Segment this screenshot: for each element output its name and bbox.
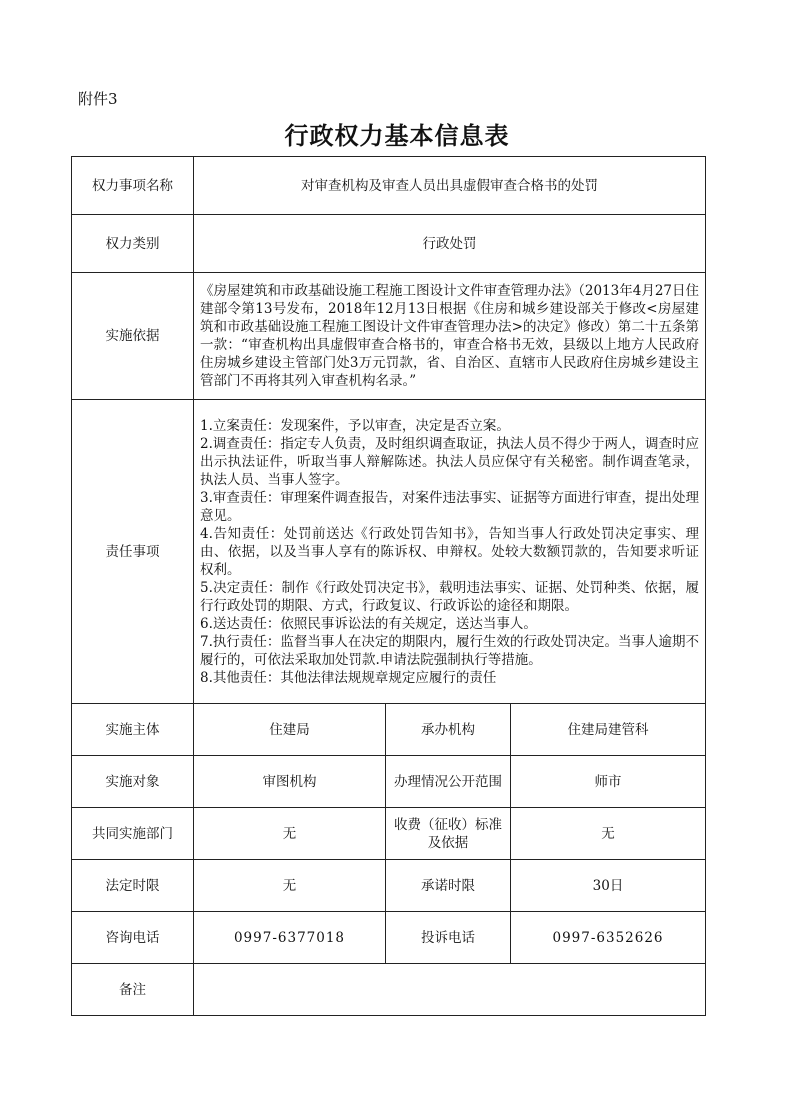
value-consult-phone: 0997-6377018 bbox=[194, 912, 386, 964]
row-subject bbox=[72, 704, 706, 756]
responsibility-item: 4.告知责任：处罚前送达《行政处罚告知书》，告知当事人行政处罚决定事实、理由、依据，以及当事人享有的陈诉权、申辩权。处较大数额罚款的，告知要求听证权利。 bbox=[200, 525, 700, 578]
label-item-name: 权力事项名称 bbox=[72, 157, 194, 215]
label-disclosure-scope: 办理情况公开范围 bbox=[386, 756, 511, 808]
row-remark bbox=[72, 964, 706, 1016]
label-promised-limit: 承诺时限 bbox=[386, 860, 511, 912]
value-disclosure-scope: 师市 bbox=[511, 756, 706, 808]
row-time-limit bbox=[72, 860, 706, 912]
label-target: 实施对象 bbox=[72, 756, 194, 808]
value-category: 行政处罚 bbox=[194, 215, 706, 273]
label-responsibility: 责任事项 bbox=[72, 400, 194, 704]
responsibility-item: 1.立案责任：发现案件，予以审查，决定是否立案。 bbox=[200, 417, 510, 434]
value-handling-org: 住建局建管科 bbox=[511, 704, 706, 756]
value-item-name: 对审查机构及审查人员出具虚假审查合格书的处罚 bbox=[194, 157, 706, 215]
label-handling-org: 承办机构 bbox=[386, 704, 511, 756]
label-basis: 实施依据 bbox=[72, 273, 194, 400]
value-basis: 《房屋建筑和市政基础设施工程施工图设计文件审查管理办法》（2013年4月27日住建部令第13号发布，2018年12月13日根据《住房和城乡建设部关于修改<房屋建筑和市政基础设施工程施工图设计文件审查管理办法>的决定》修改）第二十五条第一款：“审查机构出具虚假审查合格书的，审查合格书无效，县级以上地方人民政府住房城乡建设主管部门处3万元罚款，省、自治区、直辖市人民政府住房城乡建设主管部门不再将其列入审查机构名录。” bbox=[194, 273, 706, 400]
value-joint-dept: 无 bbox=[194, 808, 386, 860]
row-target bbox=[72, 756, 706, 808]
row-joint bbox=[72, 808, 706, 860]
label-subject: 实施主体 bbox=[72, 704, 194, 756]
label-complaint-phone: 投诉电话 bbox=[386, 912, 511, 964]
label-legal-limit: 法定时限 bbox=[72, 860, 194, 912]
value-remark bbox=[194, 964, 706, 1016]
value-subject: 住建局 bbox=[194, 704, 386, 756]
row-responsibility bbox=[72, 400, 706, 704]
row-basis bbox=[72, 273, 706, 400]
row-phone bbox=[72, 912, 706, 964]
value-promised-limit: 30日 bbox=[511, 860, 706, 912]
responsibility-item: 6.送达责任：依照民事诉讼法的有关规定，送达当事人。 bbox=[200, 615, 537, 632]
row-item-name bbox=[72, 157, 706, 215]
value-complaint-phone: 0997-6352626 bbox=[511, 912, 706, 964]
responsibility-item: 2.调查责任：指定专人负责，及时组织调查取证，执法人员不得少于两人，调查时应出示执法证件，听取当事人辩解陈述。执法人员应保守有关秘密。制作调查笔录，执法人员、当事人签字。 bbox=[200, 435, 700, 488]
responsibility-item: 3.审查责任：审理案件调查报告，对案件违法事实、证据等方面进行审查，提出处理意见。 bbox=[200, 489, 700, 524]
label-joint-dept: 共同实施部门 bbox=[72, 808, 194, 860]
responsibility-item: 7.执行责任：监督当事人在决定的期限内，履行生效的行政处罚决定。当事人逾期不履行的，可依法采取加处罚款.申请法院强制执行等措施。 bbox=[200, 633, 700, 668]
label-fee-standard: 收费（征收）标准及依据 bbox=[386, 808, 511, 860]
value-responsibility bbox=[194, 400, 706, 704]
attachment-label: 附件3 bbox=[78, 90, 118, 108]
document-title: 行政权力基本信息表 bbox=[284, 121, 510, 150]
label-consult-phone: 咨询电话 bbox=[72, 912, 194, 964]
responsibility-item: 8.其他责任：其他法律法规规章规定应履行的责任 bbox=[200, 669, 497, 686]
value-fee-standard: 无 bbox=[511, 808, 706, 860]
value-target: 审图机构 bbox=[194, 756, 386, 808]
label-category: 权力类别 bbox=[72, 215, 194, 273]
label-remark: 备注 bbox=[72, 964, 194, 1016]
value-legal-limit: 无 bbox=[194, 860, 386, 912]
info-table bbox=[71, 156, 706, 1016]
responsibility-item: 5.决定责任：制作《行政处罚决定书》，载明违法事实、证据、处罚种类、依据，履行行政处罚的期限、方式，行政复议、行政诉讼的途径和期限。 bbox=[200, 579, 700, 614]
row-category bbox=[72, 215, 706, 273]
